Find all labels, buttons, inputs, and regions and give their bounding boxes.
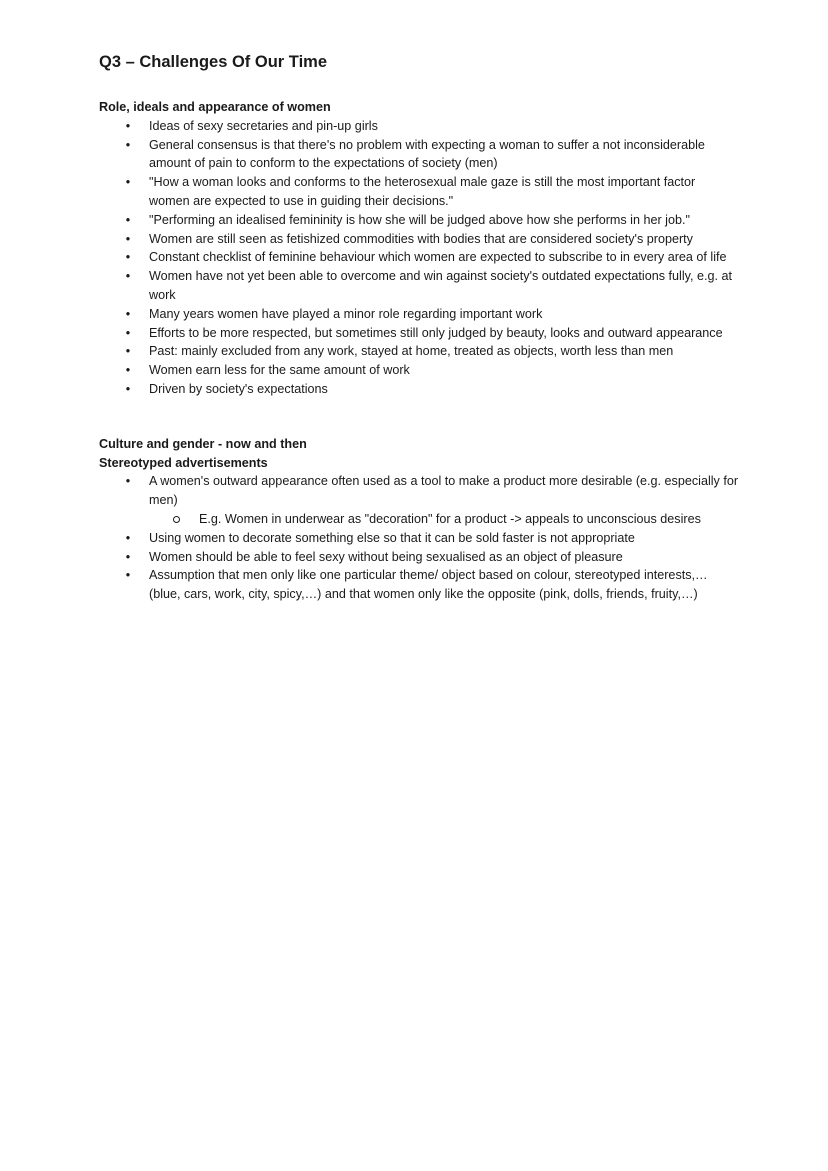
bullet-icon: •: [125, 474, 131, 489]
list-item: • Ideas of sexy secretaries and pin-up girls: [149, 117, 739, 136]
bullet-icon: •: [125, 306, 131, 321]
bullet-icon: •: [125, 363, 131, 378]
circle-bullet-icon: [173, 516, 180, 523]
list-item: • General consensus is that there's no problem with expecting a woman to suffer a not inconsiderable amount of pain to conform to the expectations of society (men): [149, 136, 739, 174]
list-item: • "Performing an idealised femininity is how she will be judged above how she performs in her job.": [149, 211, 739, 230]
bullet-icon: •: [125, 250, 131, 265]
bullet-icon: •: [125, 381, 131, 396]
bullet-icon: •: [125, 344, 131, 359]
bullet-icon: •: [125, 530, 131, 545]
list-item: • Women have not yet been able to overcome and win against society's outdated expectations fully, e.g. at work: [149, 267, 739, 305]
bullet-icon: •: [125, 231, 131, 246]
bullet-icon: •: [125, 175, 131, 190]
bullet-icon: •: [125, 137, 131, 152]
list-item: • Women should be able to feel sexy without being sexualised as an object of pleasure: [149, 548, 739, 567]
list-item: • Efforts to be more respected, but sometimes still only judged by beauty, looks and outward appearance: [149, 324, 739, 343]
list-item: • Women are still seen as fetishized commodities with bodies that are considered society's property: [149, 230, 739, 249]
bullet-icon: •: [125, 568, 131, 583]
bullet-icon: •: [125, 118, 131, 133]
sub-list-item: E.g. Women in underwear as "decoration" for a product -> appeals to unconscious desires: [199, 510, 739, 529]
section-culture-gender: [99, 435, 739, 604]
bullet-icon: •: [125, 212, 131, 227]
section-heading: Role, ideals and appearance of women: [99, 100, 331, 114]
section-subheading: Stereotyped advertisements: [99, 455, 268, 470]
document-page: [99, 52, 739, 604]
list-item: • Using women to decorate something else so that it can be sold faster is not appropriate: [149, 529, 739, 548]
list-item: • Women earn less for the same amount of work: [149, 361, 739, 380]
bullet-list: [99, 117, 739, 399]
bullet-icon: •: [125, 325, 131, 340]
list-item: • Constant checklist of feminine behaviour which women are expected to subscribe to in every area of life: [149, 248, 739, 267]
section-heading: Culture and gender - now and then: [99, 436, 307, 451]
page-title: Q3 – Challenges Of Our Time: [99, 53, 328, 71]
bullet-icon: •: [125, 549, 131, 564]
list-item: • Many years women have played a minor role regarding important work: [149, 305, 739, 324]
sub-bullet-list: [149, 510, 739, 529]
list-item: • A women's outward appearance often used as a tool to make a product more desirable (e.g. especially for men) E.g. Women in underwear as "decoration" for a product -> appeals to unconscious desires: [149, 472, 739, 528]
section-role-ideals: [99, 98, 739, 399]
list-item: • Driven by society's expectations: [149, 380, 739, 399]
bullet-list: [99, 472, 739, 604]
bullet-icon: •: [125, 269, 131, 284]
list-item: • Past: mainly excluded from any work, stayed at home, treated as objects, worth less than men: [149, 342, 739, 361]
list-item: • "How a woman looks and conforms to the heterosexual male gaze is still the most important factor women are expected to use in guiding their decisions.": [149, 173, 739, 211]
list-item: • Assumption that men only like one particular theme/ object based on colour, stereotyped interests,… (blue, cars, work, city, spicy,…) and that women only like the opposite (pink, dolls, friends, fruity,…): [149, 566, 739, 604]
